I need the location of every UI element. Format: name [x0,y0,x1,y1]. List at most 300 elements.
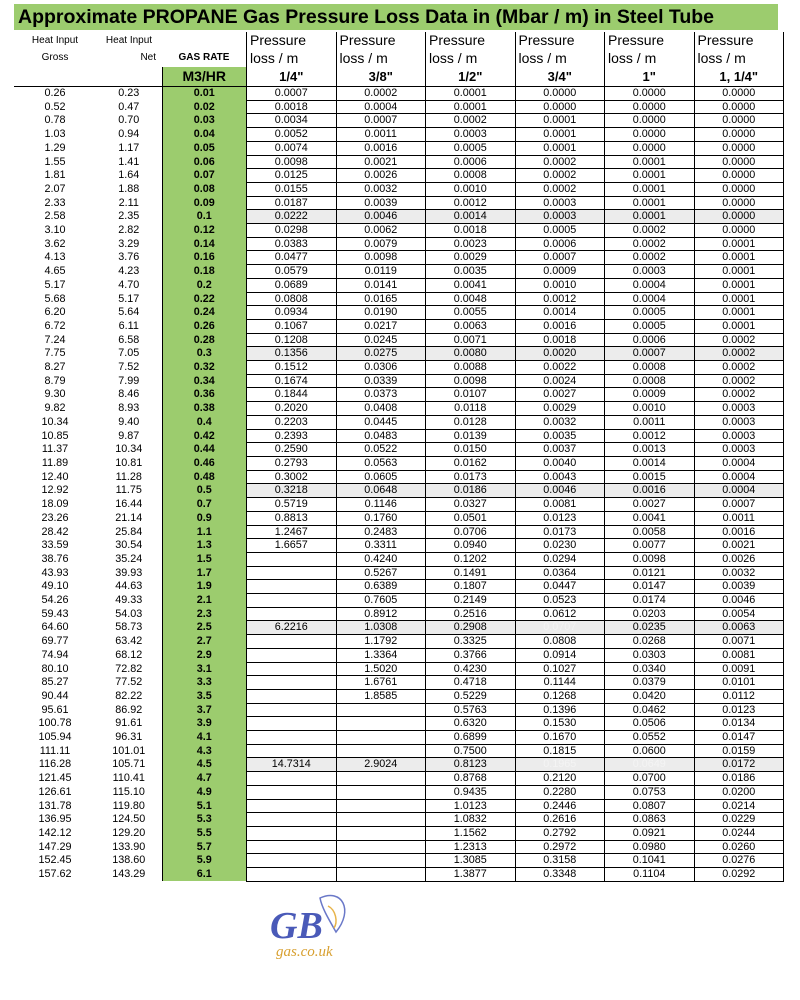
heat-input-gross-cell: 1.55 [44,155,66,168]
heat-input-gross-cell: 3.10 [44,224,66,237]
pressure-loss-cell: 0.0004 [605,292,695,306]
pressure-loss-cell: 0.3158 [515,854,605,868]
pressure-loss-cell: 0.0934 [247,306,337,320]
heat-input-net-cell: 10.34 [115,443,143,456]
pressure-loss-cell: 0.0002 [605,251,695,265]
pressure-loss-cell: 0.0041 [426,278,516,292]
pressure-loss-cell [247,854,337,868]
heat-input-net-cell: 16.44 [115,498,143,511]
table-row [14,594,784,608]
table-row [14,333,784,347]
pressure-loss-cell: 1.2313 [426,840,516,854]
gas-rate-cell: 0.36 [162,388,247,402]
heat-input-net-cell: 1.88 [118,182,140,195]
pressure-loss-cell: 0.0006 [515,237,605,251]
page-title: Approximate PROPANE Gas Pressure Loss Data in (Mbar / m) in Steel Tube [14,4,778,30]
pressure-loss-cell: 0.0002 [694,333,784,347]
pressure-loss-cell: 0.0001 [694,265,784,279]
heat-input-gross-cell: 100.78 [38,717,72,730]
pressure-loss-cell [247,826,337,840]
pressure-loss-cell: 0.1807 [426,580,516,594]
heat-input-gross-cell: 90.44 [41,689,69,702]
pressure-loss-cell: 0.0222 [247,210,337,224]
gas-rate-cell: 0.04 [162,128,247,142]
pressure-loss-cell: 0.0244 [694,826,784,840]
pressure-loss-cell: 0.1104 [605,868,695,882]
gas-rate-cell: 0.38 [162,402,247,416]
pressure-loss-cell: 0.0011 [605,415,695,429]
table-row [14,717,784,731]
pressure-loss-cell: 0.0230 [515,539,605,553]
gas-rate-cell: 1.1 [162,525,247,539]
heat-input-net-cell: 68.12 [115,648,143,661]
pressure-loss-cell: 0.0013 [605,443,695,457]
pressure-loss-cell: 0.0002 [515,169,605,183]
pressure-loss-cell [336,826,426,840]
pressure-loss-cell: 0.2516 [426,607,516,621]
pressure-loss-cell: 0.0186 [694,772,784,786]
pressure-loss-cell: 0.0235 [605,621,695,635]
gas-rate-cell: 2.1 [162,594,247,608]
gas-rate-cell: 0.05 [162,141,247,155]
gas-rate-cell: 0.22 [162,292,247,306]
pressure-loss-cell: 0.0014 [605,456,695,470]
pressure-loss-cell: 0.3348 [515,868,605,882]
pressure-loss-cell: 0.0004 [694,456,784,470]
pressure-loss-cell: 0.3766 [426,648,516,662]
pressure-loss-cell: 0.3002 [247,470,337,484]
gas-rate-cell: 5.7 [162,840,247,854]
pressure-header: Pressure [336,32,426,49]
pressure-loss-cell: 0.0112 [694,689,784,703]
heat-input-gross-cell: 7.75 [44,347,66,360]
pressure-loss-cell: 0.0098 [247,155,337,169]
gas-rate-cell: 2.5 [162,621,247,635]
gas-rate-cell: 0.44 [162,443,247,457]
pressure-loss-cell [247,813,337,827]
pressure-loss-cell: 0.0007 [515,251,605,265]
pressure-loss-cell: 0.0863 [605,813,695,827]
pressure-loss-cell: 0.0020 [515,347,605,361]
pressure-loss-cell: 0.1491 [426,566,516,580]
pressure-loss-cell: 0.8123 [426,758,516,772]
pressure-loss-cell: 0.0445 [336,415,426,429]
pressure-loss-cell: 0.2792 [515,826,605,840]
pressure-loss-cell: 0.0147 [694,731,784,745]
pressure-loss-cell: 0.8813 [247,511,337,525]
pressure-loss-cell: 0.0011 [336,128,426,142]
gas-rate-cell: 0.24 [162,306,247,320]
pipe-size-header: 1/2" [426,67,516,87]
pressure-loss-cell: 0.0002 [694,347,784,361]
heat-input-net-cell: 11.75 [115,484,142,497]
pressure-loss-cell: 0.0001 [694,278,784,292]
pressure-loss-cell: 0.0260 [694,840,784,854]
heat-input-net-cell: 63.42 [115,635,143,648]
gas-rate-cell: 0.42 [162,429,247,443]
pressure-loss-cell: 0.0294 [515,552,605,566]
pressure-loss-cell: 0.0190 [336,306,426,320]
pressure-loss-cell: 0.0001 [515,114,605,128]
pressure-loss-cell: 0.8912 [336,607,426,621]
heat-input-net-cell: 101.01 [112,744,146,757]
pressure-loss-cell: 0.0039 [336,196,426,210]
pressure-loss-cell [247,648,337,662]
pressure-loss-cell: 0.0071 [694,635,784,649]
pressure-loss-cell: 1.2467 [247,525,337,539]
heat-input-net-cell: 3.76 [118,251,140,264]
pressure-loss-cell: 0.3325 [426,635,516,649]
pressure-loss-cell: 0.0001 [605,155,695,169]
pressure-loss-cell: 0.0088 [426,361,516,375]
pressure-loss-cell: 0.0037 [515,443,605,457]
heat-input-gross-cell: 6.72 [44,319,66,332]
heat-input-net-cell: 0.23 [118,87,140,100]
pressure-loss-cell: 0.0648 [336,484,426,498]
pressure-loss-cell [247,662,337,676]
heat-input-net-cell: 30.54 [115,539,143,552]
pressure-loss-cell: 0.0000 [694,196,784,210]
heat-input-gross-cell: 12.92 [41,484,69,497]
heat-input-net-cell: 5.17 [118,292,140,305]
heat-input-gross-cell: 1.81 [44,169,66,182]
pressure-loss-cell: 6.2216 [247,621,337,635]
pressure-loss-cell: 0.0003 [694,443,784,457]
pressure-loss-cell: 0.0001 [426,87,516,101]
heat-input-net-cell: 4.23 [118,265,140,278]
pressure-loss-cell: 0.0032 [515,415,605,429]
pressure-loss-cell [336,717,426,731]
pressure-loss-cell: 0.0040 [515,456,605,470]
pressure-loss-cell [336,813,426,827]
pressure-loss-cell: 0.0081 [515,498,605,512]
pressure-loss-cell: 0.5267 [336,566,426,580]
pressure-loss-cell: 1.1792 [336,635,426,649]
gas-rate-cell: 0.02 [162,100,247,114]
pressure-loss-cell: 0.0649 [605,758,695,772]
heat-input-gross-cell: 111.11 [39,744,71,757]
pressure-loss-cell: 0.0002 [336,87,426,101]
gas-rate-cell: 3.5 [162,689,247,703]
pressure-loss-cell: 0.0303 [605,648,695,662]
pressure-loss-cell: 0.0000 [694,114,784,128]
heat-input-net-cell: 0.70 [118,114,140,127]
gas-rate-cell: 0.7 [162,498,247,512]
pressure-loss-cell: 0.0003 [605,265,695,279]
heat-input-gross-cell: 23.26 [41,511,69,524]
pressure-loss-cell: 0.0162 [426,456,516,470]
heat-input-net-cell: 2.35 [118,210,140,223]
heat-input-net-cell: 2.11 [118,196,139,209]
pressure-loss-cell: 0.0003 [515,196,605,210]
pressure-loss-cell: 0.0012 [515,292,605,306]
pressure-loss-cell: 0.0012 [605,429,695,443]
pressure-loss-cell: 0.0139 [426,429,516,443]
heat-input-net-header: Heat Input [105,35,153,46]
pressure-loss-cell: 0.0014 [515,306,605,320]
pressure-loss-cell: 0.0098 [336,251,426,265]
pressure-loss-cell: 0.1067 [247,319,337,333]
logo-brand: GB [270,905,323,947]
pressure-loss-cell: 0.0011 [694,511,784,525]
pressure-loss-cell [247,689,337,703]
pressure-loss-cell: 0.5763 [426,703,516,717]
heat-input-net-cell: 105.71 [112,758,146,771]
loss-per-m-header: loss / m [515,49,605,67]
pressure-loss-cell: 0.0005 [426,141,516,155]
pressure-loss-cell: 1.3877 [426,868,516,882]
pressure-loss-cell: 0.0174 [605,594,695,608]
pressure-loss-cell: 0.0000 [515,100,605,114]
gas-rate-cell: 0.9 [162,511,247,525]
pressure-loss-cell: 0.4718 [426,676,516,690]
pressure-loss-cell: 0.2149 [426,594,516,608]
table-row [14,676,784,690]
pressure-loss-cell: 0.0420 [605,689,695,703]
pressure-loss-cell: 0.0172 [694,758,784,772]
pressure-loss-cell: 0.2280 [515,785,605,799]
pressure-loss-cell: 0.0001 [694,237,784,251]
pressure-loss-cell [247,594,337,608]
heat-input-gross-cell: 116.28 [38,758,72,771]
pressure-loss-cell: 0.0808 [515,635,605,649]
table-row [14,539,784,553]
pressure-loss-cell: 0.0000 [694,182,784,196]
gas-rate-cell: 6.1 [162,868,247,882]
pipe-size-header: 1, 1/4" [694,67,784,87]
heat-input-net-cell: 58.73 [115,621,143,634]
pressure-loss-cell: 0.1268 [515,689,605,703]
pressure-loss-cell: 0.0001 [605,210,695,224]
pressure-loss-cell: 0.0134 [694,717,784,731]
pressure-loss-cell: 0.0245 [336,333,426,347]
pressure-loss-cell: 0.0035 [515,429,605,443]
gas-rate-cell: 0.46 [162,456,247,470]
pressure-loss-cell: 0.0563 [336,456,426,470]
pressure-loss-cell: 0.0000 [605,114,695,128]
pressure-loss-cell: 0.0327 [426,498,516,512]
heat-input-gross-cell: 5.68 [44,292,66,305]
pressure-loss-cell: 0.0002 [694,361,784,375]
pressure-loss-cell: 1.8585 [336,689,426,703]
table-row [14,689,784,703]
table-row [14,662,784,676]
pressure-loss-cell: 0.1670 [515,731,605,745]
pressure-loss-cell: 0.0063 [426,319,516,333]
pressure-loss-cell: 1.0308 [336,621,426,635]
pressure-loss-cell: 1.0123 [426,799,516,813]
pressure-loss-cell: 0.0579 [247,265,337,279]
pressure-loss-cell: 0.0408 [336,402,426,416]
pressure-loss-cell [336,703,426,717]
pressure-loss-cell: 0.0007 [247,87,337,101]
gas-rate-cell: 4.7 [162,772,247,786]
pressure-loss-cell: 0.0379 [605,676,695,690]
pressure-loss-cell: 0.0001 [605,182,695,196]
pipe-size-header: 3/4" [515,67,605,87]
pressure-loss-cell: 0.2972 [515,840,605,854]
table-row [14,374,784,388]
gas-rate-header-spacer [162,32,247,49]
heat-input-gross-cell: 0.52 [44,100,66,113]
pressure-loss-cell: 0.0032 [694,566,784,580]
heat-input-gross-cell: 43.93 [41,566,69,579]
heat-input-gross-cell: 0.26 [44,87,66,100]
table-row [14,580,784,594]
pressure-loss-cell: 0.0000 [694,169,784,183]
heat-input-gross-cell: 74.94 [41,648,69,661]
pressure-loss-cell: 0.0058 [605,525,695,539]
pressure-loss-cell: 0.1965 [515,758,605,772]
pressure-loss-cell: 0.0091 [694,662,784,676]
heat-input-gross-cell: 69.77 [41,635,69,648]
heat-input-gross-cell: 10.34 [41,415,69,428]
heat-input-net-cell: 1.41 [118,155,140,168]
table-row [14,443,784,457]
table-row [14,703,784,717]
pressure-loss-cell: 0.0000 [694,87,784,101]
pressure-loss-cell: 0.3311 [336,539,426,553]
heat-input-net-cell: 72.82 [115,662,143,675]
heat-input-net-cell: 3.29 [118,237,140,250]
pressure-loss-cell: 0.0079 [336,237,426,251]
logo-site: gas.co.uk [276,944,333,960]
header-spacer [14,67,96,87]
pressure-loss-cell [247,744,337,758]
pressure-loss-cell [247,676,337,690]
pressure-loss-cell: 0.0005 [515,224,605,238]
pressure-loss-cell: 0.1144 [515,676,605,690]
pressure-loss-cell: 0.0001 [605,196,695,210]
loss-per-m-header: loss / m [605,49,695,67]
pressure-loss-cell: 0.0706 [426,525,516,539]
pressure-loss-cell: 0.0027 [605,498,695,512]
pressure-loss-cell [247,840,337,854]
pipe-size-header: 1/4" [247,67,337,87]
gas-rate-cell: 3.3 [162,676,247,690]
heat-input-net-cell: 110.41 [112,772,145,785]
pressure-loss-cell: 0.0004 [336,100,426,114]
heat-input-gross-cell: 8.79 [44,374,66,387]
pressure-loss-cell [247,731,337,745]
pressure-loss-cell: 0.0077 [605,539,695,553]
table-row [14,415,784,429]
heat-input-gross-cell: 157.62 [38,868,72,881]
gas-rate-cell: 0.34 [162,374,247,388]
pressure-loss-cell: 0.0340 [605,662,695,676]
heat-input-gross-cell: 9.30 [44,388,66,401]
pressure-loss-cell: 0.0000 [605,128,695,142]
heat-input-gross-cell: 136.95 [38,813,72,826]
heat-input-gross-header-2: Gross [41,52,69,63]
heat-input-net-cell: 21.14 [115,511,143,524]
table-row [14,251,784,265]
table-row [14,155,784,169]
pressure-loss-cell: 0.0007 [605,347,695,361]
pressure-loss-cell: 0.0039 [694,580,784,594]
pressure-loss-cell: 0.8768 [426,772,516,786]
pressure-loss-cell: 0.0002 [515,155,605,169]
pressure-loss-cell: 0.3218 [247,484,337,498]
pressure-loss-cell [247,580,337,594]
pressure-loss-cell: 0.0002 [694,374,784,388]
table-row [14,813,784,827]
gas-rate-cell: 2.9 [162,648,247,662]
table-row [14,278,784,292]
heat-input-gross-cell: 2.58 [44,210,66,223]
heat-input-net-cell: 5.64 [118,306,140,319]
pressure-loss-cell: 0.0002 [694,388,784,402]
pressure-loss-cell: 0.0447 [515,580,605,594]
table-row [14,621,784,635]
pressure-loss-cell [336,799,426,813]
loss-per-m-header: loss / m [336,49,426,67]
gas-rate-cell: 4.1 [162,731,247,745]
pressure-loss-cell: 0.0001 [605,169,695,183]
pressure-loss-cell: 0.2793 [247,456,337,470]
pressure-loss-cell: 0.0029 [515,402,605,416]
heat-input-gross-cell: 152.45 [38,854,72,867]
table-row [14,265,784,279]
pressure-loss-cell: 0.0000 [694,100,784,114]
pressure-loss-cell: 1.3364 [336,648,426,662]
pressure-loss-cell: 0.0276 [694,854,784,868]
table-row [14,758,784,772]
pressure-loss-cell: 0.0021 [336,155,426,169]
gas-rate-cell: 0.28 [162,333,247,347]
pressure-loss-cell: 0.0002 [605,224,695,238]
pressure-loss-cell: 0.2203 [247,415,337,429]
table-row [14,196,784,210]
pressure-loss-cell: 1.6761 [336,676,426,690]
pressure-loss-cell: 0.0339 [336,374,426,388]
pressure-loss-cell: 0.0001 [694,319,784,333]
heat-input-gross-cell: 2.07 [44,182,66,195]
heat-input-net-cell: 2.82 [118,224,140,237]
pressure-loss-cell: 0.0118 [426,402,516,416]
table-row [14,744,784,758]
pressure-loss-cell: 0.0015 [605,470,695,484]
heat-input-net-cell: 9.40 [118,415,140,428]
pressure-loss-cell: 1.1562 [426,826,516,840]
heat-input-gross-cell: 33.59 [41,539,69,552]
pressure-loss-cell: 0.0121 [605,566,695,580]
pressure-loss-cell: 0.0032 [336,182,426,196]
table-body [14,87,784,882]
heat-input-gross-cell: 64.60 [41,621,69,634]
gas-rate-cell: 0.09 [162,196,247,210]
table-row [14,361,784,375]
table-row [14,87,784,101]
pressure-loss-cell: 0.0012 [426,196,516,210]
heat-input-gross-cell: 18.09 [41,498,69,511]
gas-rate-cell: 4.9 [162,785,247,799]
table-row [14,388,784,402]
table-row [14,731,784,745]
table-row [14,826,784,840]
pressure-loss-cell: 0.0009 [515,265,605,279]
pressure-loss-cell: 0.0000 [694,210,784,224]
heat-input-net-cell: 7.05 [118,347,140,360]
pressure-loss-cell: 0.0041 [605,511,695,525]
pressure-loss-cell: 0.2616 [515,813,605,827]
table-row [14,210,784,224]
pressure-loss-cell: 0.0046 [694,594,784,608]
loss-per-m-header: loss / m [694,49,784,67]
gas-rate-cell: 1.3 [162,539,247,553]
flame-icon [320,896,345,932]
pressure-loss-cell: 0.0003 [426,128,516,142]
